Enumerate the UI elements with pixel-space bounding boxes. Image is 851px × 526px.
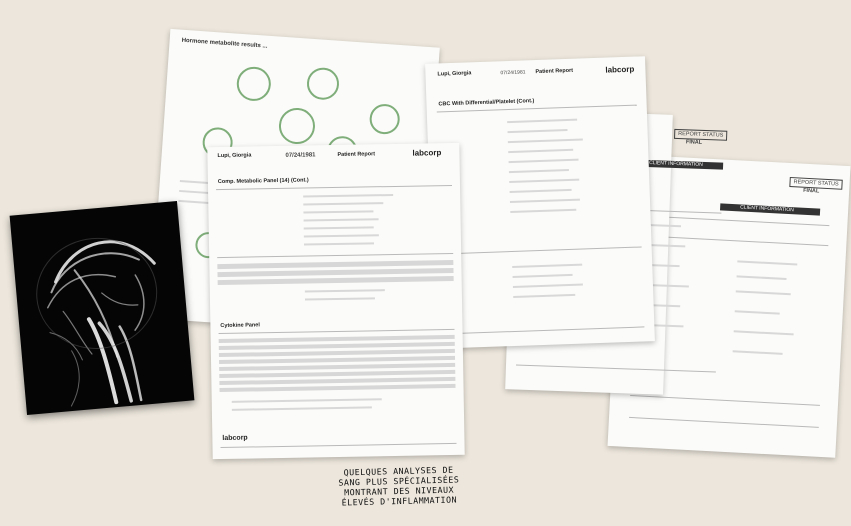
labcorp-logo: labcorp bbox=[412, 148, 442, 158]
dob: 07/24/1981 bbox=[500, 69, 526, 77]
report-status-value: FINAL bbox=[802, 187, 820, 195]
caption-line-4: ÉLEVÉS D'INFLAMMATION bbox=[341, 494, 458, 508]
report-status-label: REPORT STATUS bbox=[789, 177, 843, 190]
report-status-label: REPORT STATUS bbox=[674, 129, 727, 141]
diagram-sheet: Hormone metabolite results ... bbox=[150, 29, 440, 337]
caption-line-1: QUELQUES ANALYSES DE bbox=[343, 464, 454, 478]
panel-title: Comp. Metabolic Panel (14) (Cont.) bbox=[217, 177, 309, 186]
report-status-value: FINAL bbox=[685, 139, 703, 146]
metabolic-report-sheet bbox=[207, 143, 464, 459]
patient-name: Lupi, Giorgia bbox=[437, 70, 472, 78]
labcorp-footer-logo: labcorp bbox=[222, 434, 248, 443]
labcorp-logo: labcorp bbox=[605, 64, 635, 75]
handwritten-caption bbox=[322, 464, 477, 508]
cytokine-panel-title: Cytokine Panel bbox=[220, 322, 260, 330]
caption-line-2: SANG PLUS SPÉCIALISÉES bbox=[338, 474, 460, 488]
patient-name: Lupi, Giorgia bbox=[217, 152, 252, 160]
panel-title: CBC With Differential/Platelet (Cont.) bbox=[438, 98, 535, 108]
report-title: Patient Report bbox=[337, 151, 376, 158]
client-information-label: CLIENT INFORMATION bbox=[649, 160, 703, 168]
brain-vessels-illustration bbox=[10, 201, 195, 415]
dob: 07/24/1981 bbox=[285, 152, 316, 159]
mri-angiogram-image bbox=[10, 201, 195, 415]
client-information-label: CLIENT INFORMATION bbox=[740, 204, 794, 214]
report-title: Patient Report bbox=[535, 67, 574, 76]
caption-line-3: MONTRANT DES NIVEAUX bbox=[344, 484, 455, 498]
